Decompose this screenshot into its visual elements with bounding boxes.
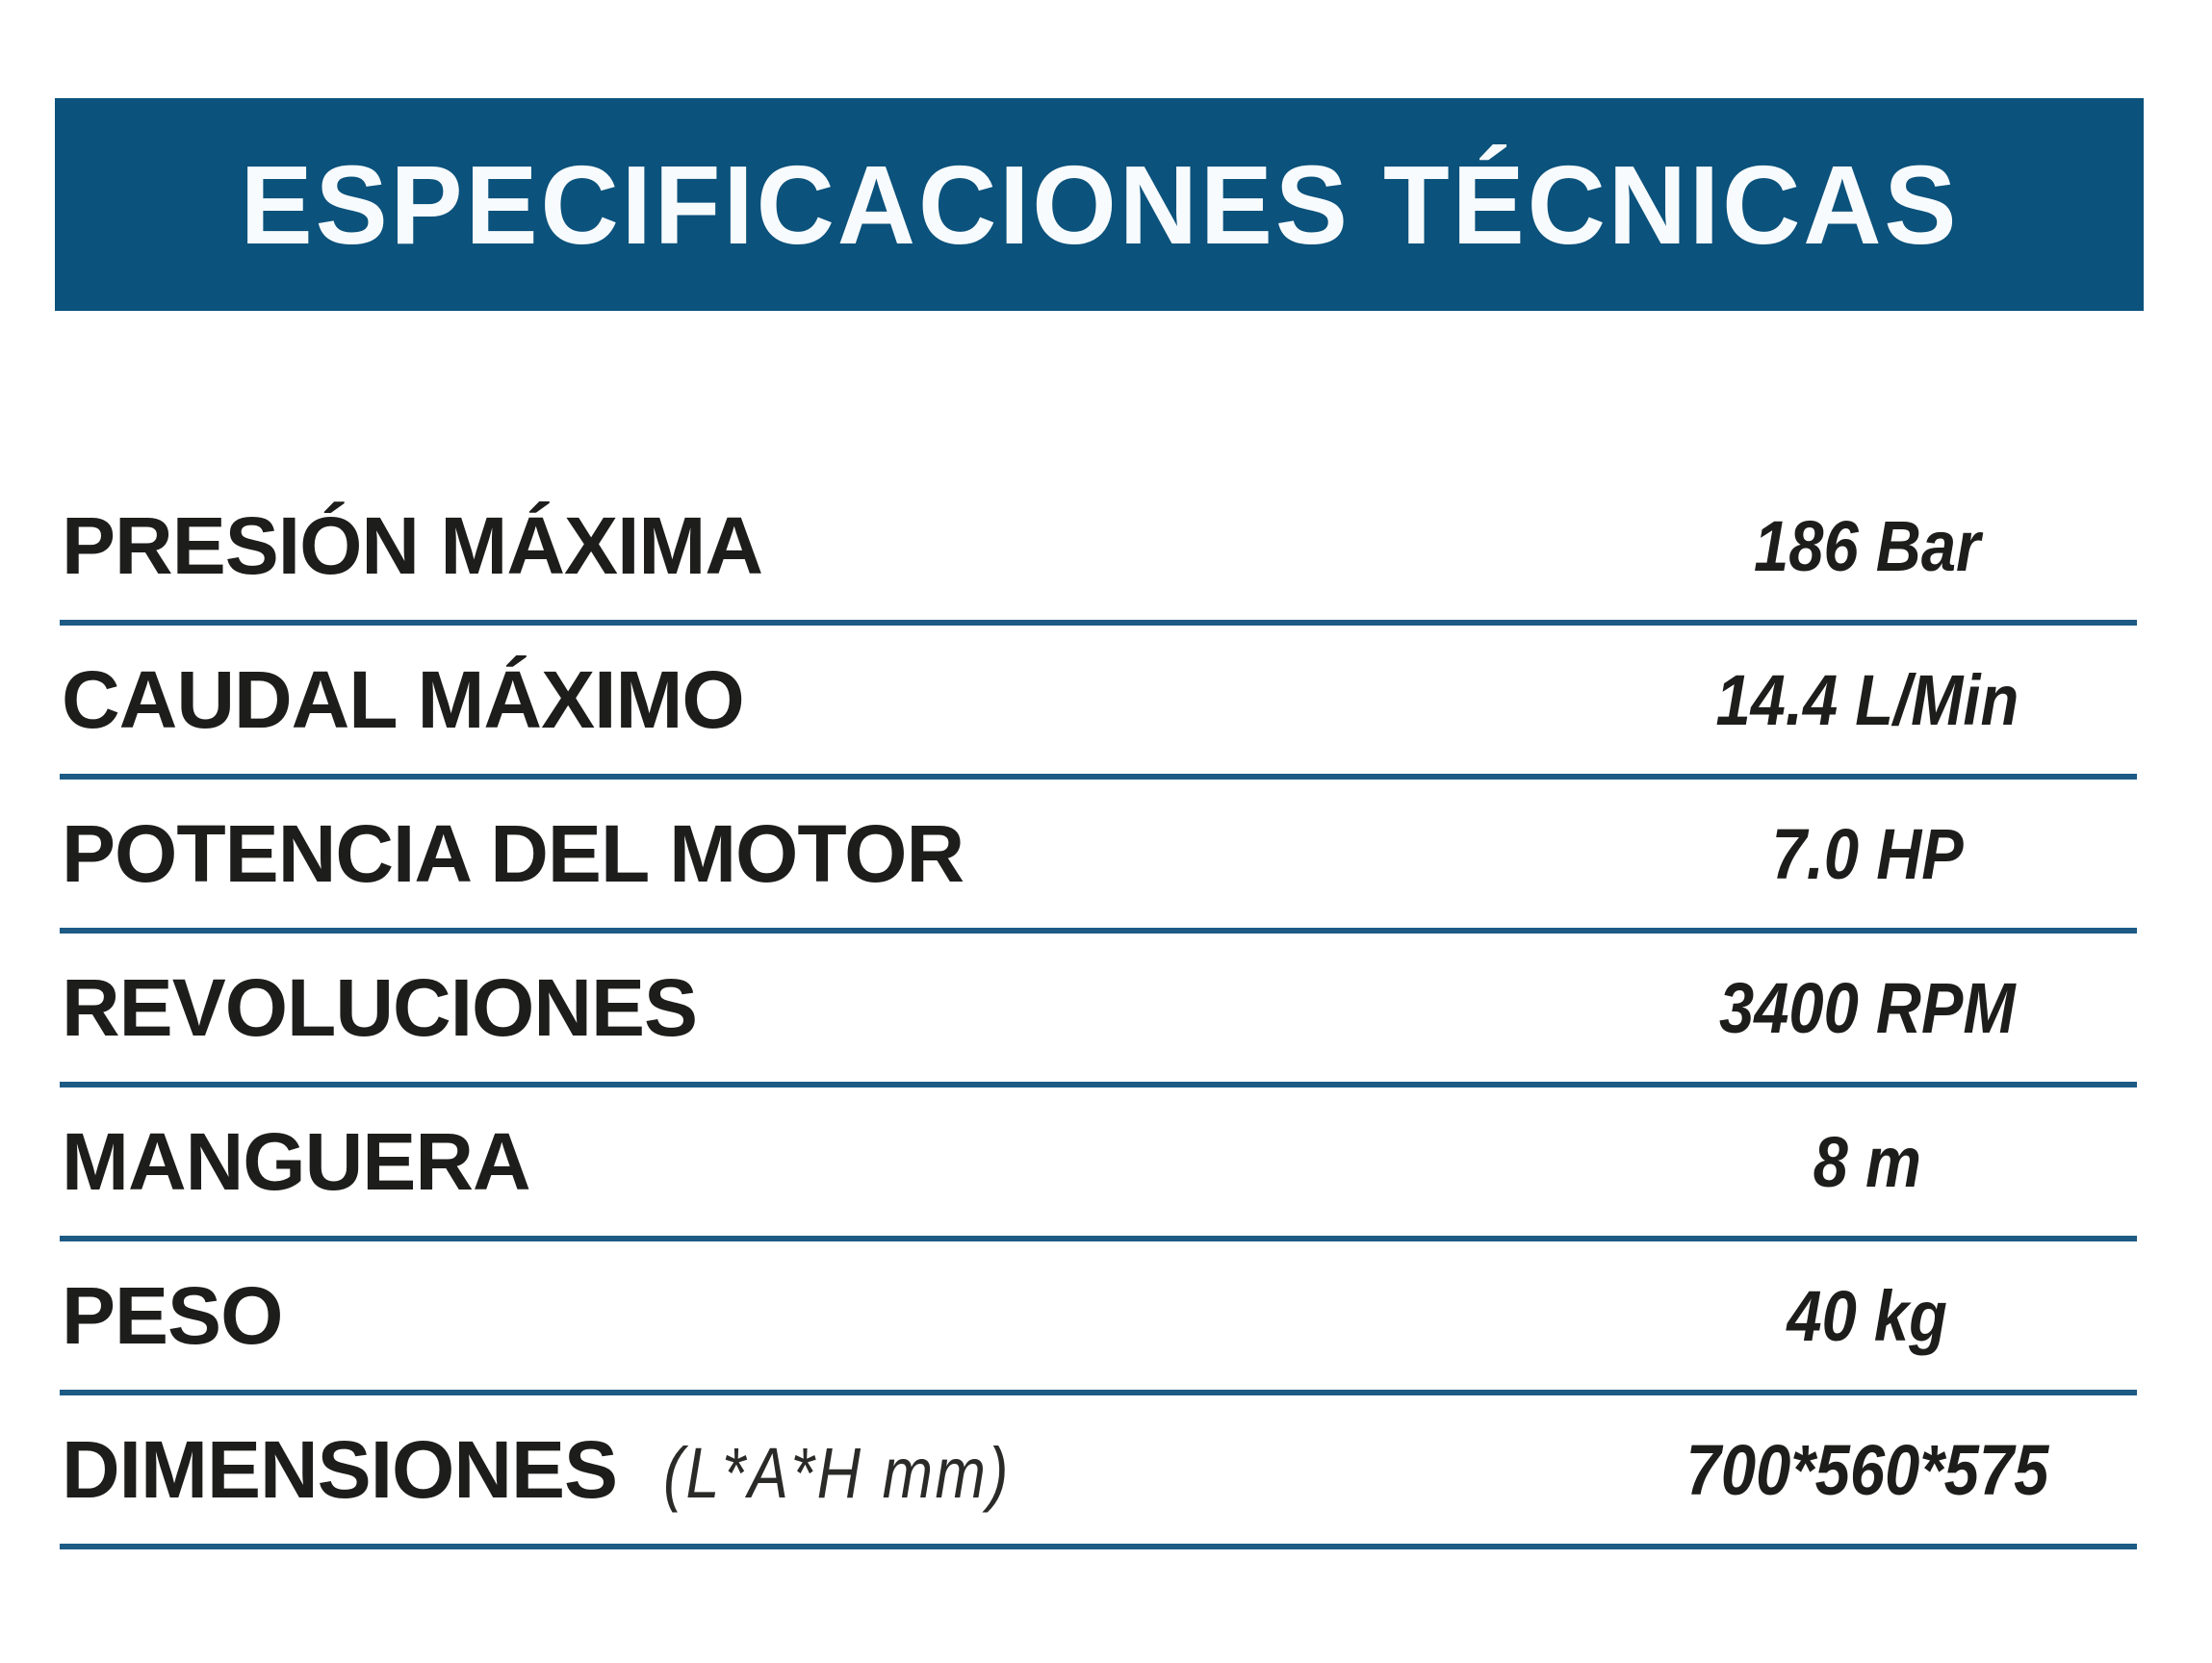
spec-value-text: 7.0 HP <box>1771 813 1964 894</box>
spec-value-text: 8 m <box>1813 1121 1922 1202</box>
title-banner <box>55 98 2144 311</box>
spec-label <box>60 653 1598 747</box>
spec-label-text: PRESIÓN MÁXIMA <box>62 499 763 591</box>
spec-value-text: 3400 RPM <box>1719 967 2016 1048</box>
row-presion-maxima <box>60 472 2137 626</box>
spec-label <box>60 1115 1598 1209</box>
spec-value <box>1598 1429 2137 1511</box>
spec-label <box>60 499 1598 593</box>
spec-value-text: 40 kg <box>1787 1275 1948 1356</box>
spec-value <box>1598 659 2137 741</box>
row-revoluciones <box>60 934 2137 1087</box>
spec-label <box>60 1423 1598 1517</box>
row-dimensiones <box>60 1395 2137 1549</box>
row-peso <box>60 1241 2137 1395</box>
row-manguera <box>60 1087 2137 1241</box>
spec-value <box>1598 505 2137 587</box>
spec-label-text: POTENCIA DEL MOTOR <box>62 807 965 899</box>
row-potencia-motor <box>60 780 2137 934</box>
row-caudal-maximo <box>60 626 2137 780</box>
spec-label-text: MANGUERA <box>62 1115 530 1207</box>
spec-label <box>60 807 1598 901</box>
spec-value <box>1598 1275 2137 1357</box>
spec-value <box>1598 1121 2137 1203</box>
spec-label-text: PESO <box>62 1269 283 1361</box>
spec-label <box>60 961 1598 1055</box>
spec-label-text: CAUDAL MÁXIMO <box>62 653 744 745</box>
spec-value <box>1598 813 2137 895</box>
spec-label-text: REVOLUCIONES <box>62 961 698 1053</box>
spec-value-text: 700*560*575 <box>1685 1429 2049 1510</box>
specs-table <box>60 472 2137 1549</box>
spec-value-text: 14.4 L/Min <box>1715 659 2019 740</box>
spec-label-text: DIMENSIONES <box>62 1423 618 1515</box>
spec-value <box>1598 967 2137 1049</box>
spec-value-text: 186 Bar <box>1754 505 1981 586</box>
spec-label <box>60 1269 1598 1363</box>
page-title: ESPECIFICACIONES TÉCNICAS <box>240 141 1959 268</box>
spec-label-note: (L*A*H mm) <box>663 1432 1012 1513</box>
